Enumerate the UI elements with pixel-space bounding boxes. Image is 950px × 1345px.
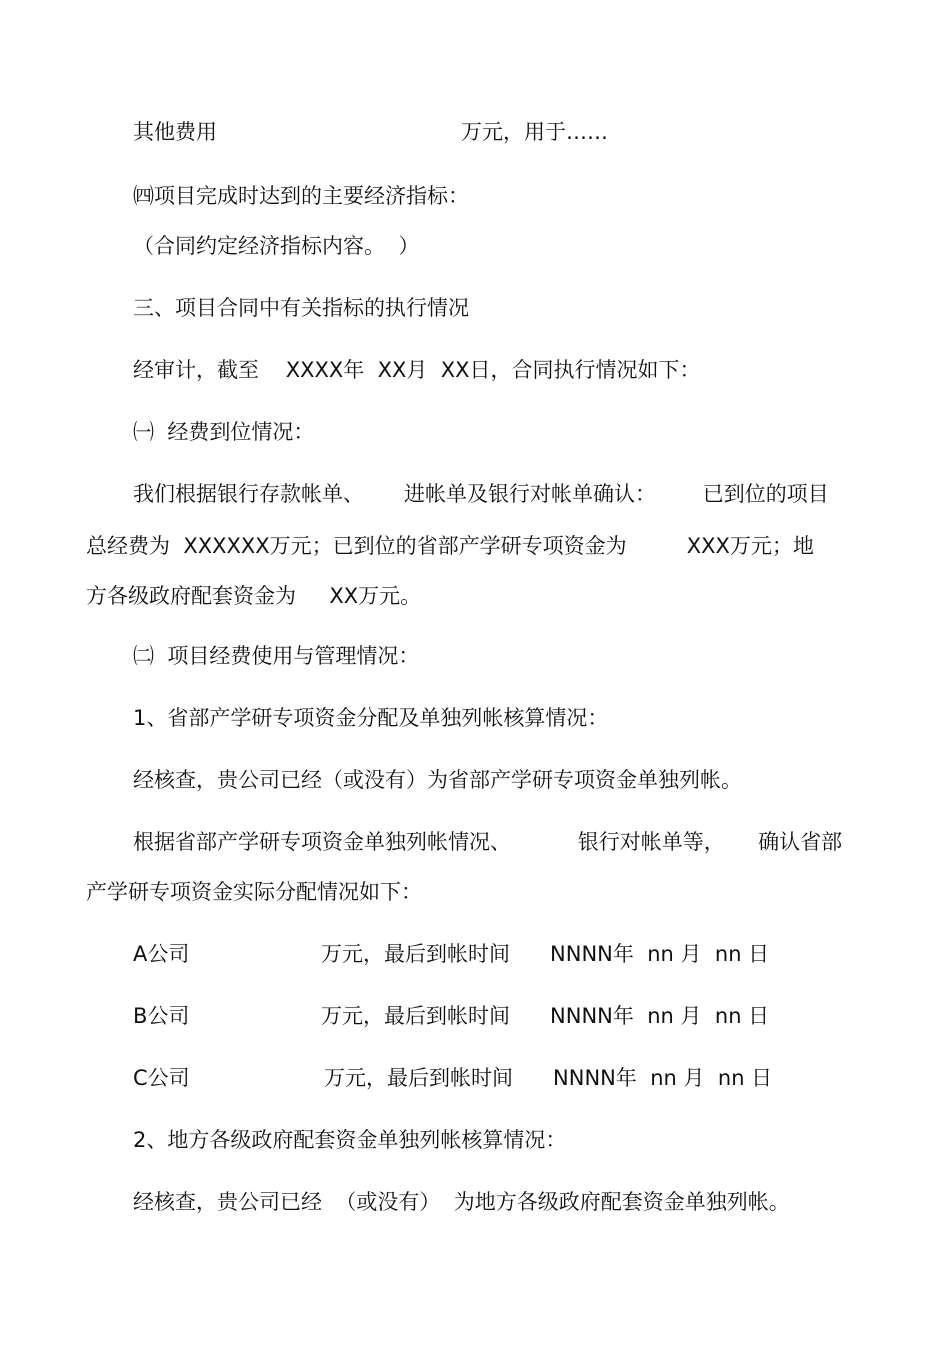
company-a-name: A公司 [133,942,190,966]
item-1-check: 经核查，贵公司已经（或没有）为省部产学研专项资金单独列帐。 [133,768,742,792]
funding-paragraph-line-3: 方各级政府配套资金为 XX万元。 [86,584,422,608]
audit-intro: 经审计，截至 XXXX年 XX月 XX日，合同执行情况如下： [133,358,701,382]
other-fees-value: 万元，用于…… [461,120,608,144]
company-a-detail: 万元，最后到帐时间 NNNN年 nn 月 nn 日 [321,942,770,966]
item-2-heading: 2、地方各级政府配套资金单独列帐核算情况： [133,1128,567,1152]
sub-1-heading: ㈠ 经费到位情况： [133,420,315,444]
part-3-heading: 三、项目合同中有关指标的执行情况 [133,296,469,320]
company-b-name: B公司 [133,1004,190,1028]
section-4-heading: ㈣项目完成时达到的主要经济指标： [133,184,469,208]
company-b-detail: 万元，最后到帐时间 NNNN年 nn 月 nn 日 [321,1004,770,1028]
section-4-note: （合同约定经济指标内容。 ） [133,234,420,258]
funding-paragraph-line-2: 总经费为 XXXXXX万元；已到位的省部产学研专项资金为 XXX万元；地 [86,534,814,558]
funding-paragraph-line-1: 我们根据银行存款帐单、 进帐单及银行对帐单确认： 已到位的项目 [133,482,829,506]
item-2-check: 经核查，贵公司已经 （或没有） 为地方各级政府配套资金单独列帐。 [133,1190,790,1214]
item-1-basis-line-2: 产学研专项资金实际分配情况如下： [86,880,422,904]
other-fees-label: 其他费用 [133,120,217,144]
company-c-detail: 万元，最后到帐时间 NNNN年 nn 月 nn 日 [324,1066,773,1090]
sub-2-heading: ㈡ 项目经费使用与管理情况： [133,644,420,668]
item-1-basis-line-1: 根据省部产学研专项资金单独列帐情况、 银行对帐单等， 确认省部 [133,830,843,854]
item-1-heading: 1、省部产学研专项资金分配及单独列帐核算情况： [133,706,609,730]
company-c-name: C公司 [133,1066,190,1090]
